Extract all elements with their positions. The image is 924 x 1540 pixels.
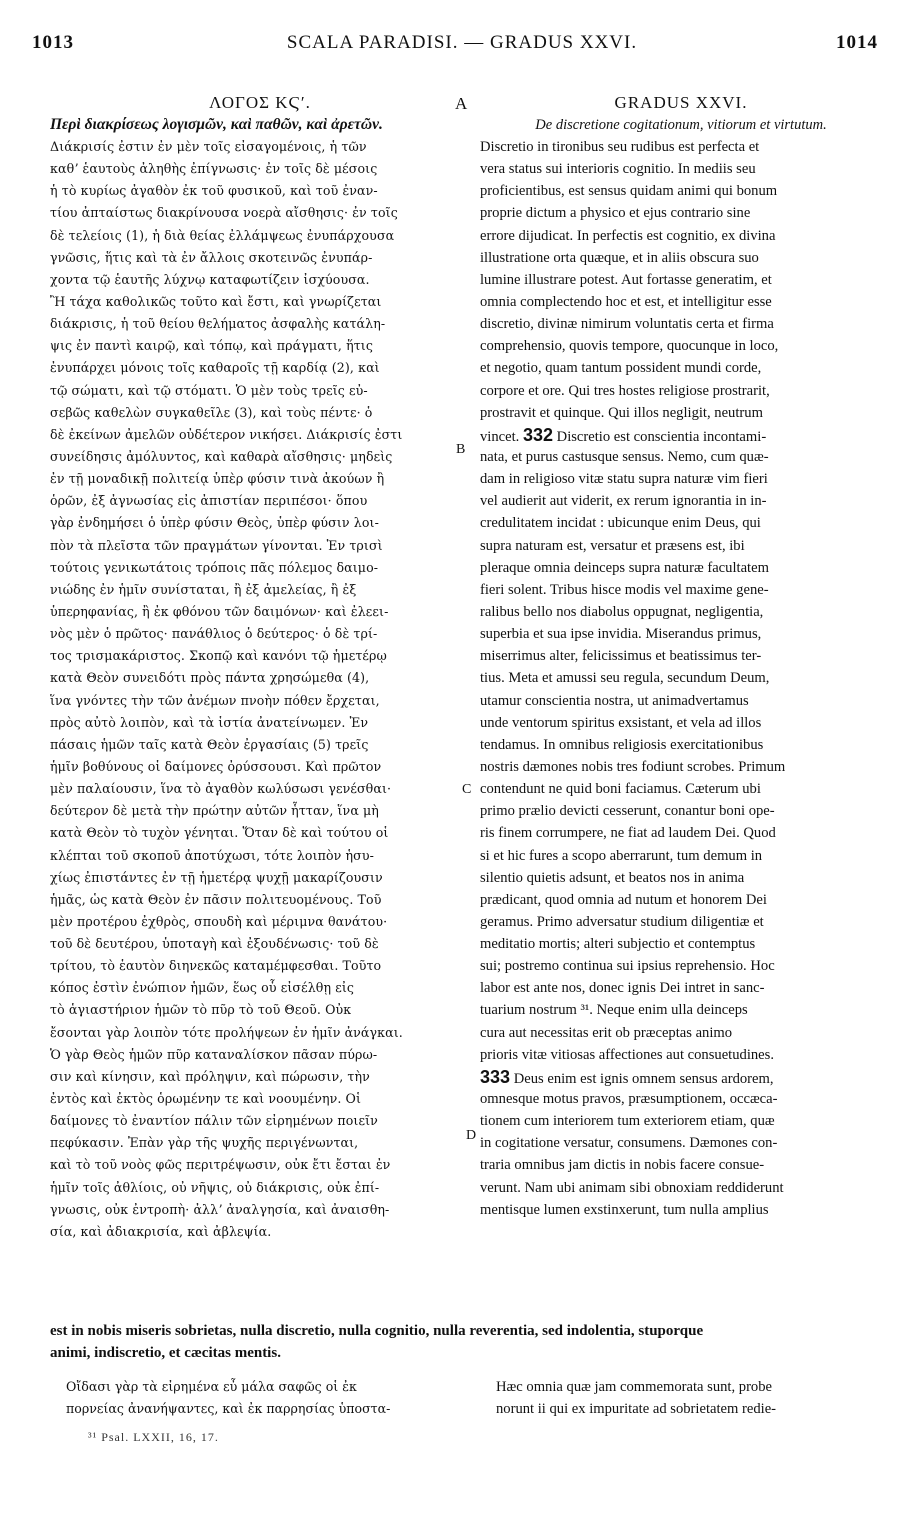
greek-line: ἔσονται γὰρ λοιπὸν τότε προλήψεων ἐν ἡμῖν ἀνάγκαι.	[50, 1024, 403, 1040]
greek-line: ἐν τῇ μοναδικῇ πολιτείᾳ ὑπὲρ φύσιν τινὰ ἀκούων ἢ	[50, 471, 385, 487]
latin-line: proprie dictum a physico et ejus contrario sine	[480, 205, 751, 222]
latin-line: credulitatem incidat : ubicunque enim Deus, qui	[480, 515, 761, 532]
greek-line: τος τρισμακάριστος. Σκοπῷ καὶ κανόνι τῷ ἡμετέρῳ	[50, 648, 387, 664]
greek-line: χίως ἐπιστάντες ἐν τῇ ἡμετέρᾳ ψυχῇ μακαρίζουσιν	[50, 869, 383, 885]
greek-line: πάσαις ἡμῶν ταῖς κατὰ Θεὸν ἐργασίαις (5) τρεῖς	[50, 736, 369, 752]
latin-text-body	[480, 136, 882, 1221]
latin-line: proficientibus, est sensus quidam animi qui bonum	[480, 183, 778, 200]
greek-line: ἵνα γνόντες τὴν τῶν ἀνέμων πνοὴν πόθεν ἔρχεται,	[50, 692, 380, 708]
latin-line: traria omnibus jam dictis in nobis facere consue-	[480, 1157, 765, 1174]
latin-line: vel audierit aut viderit, ex rerum ignorantia in in-	[480, 493, 767, 510]
latin-line: meditatio mortis; alteri subjectio et contemptus	[480, 936, 756, 953]
greek-line: κατὰ Θεὸν συνειδότι πρὸς πάντα χρησώμεθα (4),	[50, 670, 370, 686]
margin-letter-a: A	[455, 94, 468, 113]
greek-tail-line: Οἴδασι γὰρ τὰ εἰρημένα εὖ μάλα σαφῶς οἱ ἐκ	[66, 1379, 357, 1394]
latin-line: ris finem corrumpere, ne fiat ad laudem Dei. Quod	[480, 825, 776, 842]
latin-line: cura aut necessitas erit ob præceptas animo	[480, 1024, 733, 1041]
latin-line: discretio, divinæ nimirum voluntatis certa et firma	[480, 316, 774, 333]
greek-line: δεύτερον δὲ μετὰ τὴν πρώτην αὐτῶν ἧτταν, ἵνα μὴ	[50, 803, 379, 819]
latin-chapter-subtitle: De discretione cogitationum, vitiorum et virtutum.	[535, 117, 827, 133]
greek-line: μὲν παλαίουσιν, ἵνα τὸ ἀγαθὸν κωλύσωσι γενέσθαι·	[50, 781, 392, 797]
margin-letter-d: D	[466, 1128, 477, 1143]
greek-line: τίου ἀπταίστως διακρίνουσα νοερὰ αἴσθησις· ἐν τοῖς	[50, 205, 398, 221]
latin-line: utamur conscientia nostra, ut animadvertamus	[480, 692, 749, 709]
greek-column	[50, 92, 470, 1243]
greek-line: καὶ τὸ τοῦ νοὸς φῶς περιτρέψωσιν, οὐκ ἔτι ἔσται ἐν	[50, 1157, 391, 1173]
latin-line: contendunt ne quid boni faciamus. Cæterum ubi	[480, 781, 761, 798]
greek-line: πεφύκασιν. Ἐπὰν γὰρ τῆς ψυχῆς περιγένωνται,	[50, 1135, 359, 1151]
greek-tail-line: πορνείας ἀνανήψαντες, καὶ ἐκ παρρησίας ὑποστα-	[66, 1401, 391, 1416]
greek-line: γνῶσις, ἥτις καὶ τὰ ἐν ἄλλοις σκοτεινῶς ἐνυπάρ-	[50, 249, 373, 265]
latin-line: prostravit et quinque. Qui illos negligit, neutrum	[480, 404, 763, 421]
latin-column	[480, 92, 882, 1221]
greek-line: ψις ἐν παντὶ καιρῷ, καὶ τόπῳ, καὶ πράγματι, ἥτις	[50, 338, 373, 354]
latin-line: corpore et ore. Qui tres hostes religiose prostrarit,	[480, 382, 770, 399]
latin-line: mentisque lumen exstinxerunt, tum nulla amplius	[480, 1201, 769, 1218]
greek-line: τῷ σώματι, καὶ τῷ στόματι. Ὁ μὲν τοὺς τρεῖς εὐ-	[50, 382, 368, 398]
latin-line: tendamus. In omnibus religiosis exercitationibus	[480, 736, 764, 753]
latin-line: prioris vitæ vitiosas affectiones aut consuetudines.	[480, 1046, 774, 1063]
footnote: ³¹ Psal. LXXII, 16, 17.	[88, 1430, 219, 1444]
greek-line: νιώδης ἐν ἡμῖν συνίσταται, ἢ ἐξ ἀμελείας, ἢ ἐξ	[50, 581, 357, 597]
latin-line: Discretio in tironibus seu rudibus est perfecta et	[480, 139, 760, 155]
latin-tail-line: norunt ii qui ex impuritate ad sobrietatem redie-	[496, 1401, 777, 1417]
latin-line: geramus. Primo adversatur studium diligentiæ et	[480, 913, 764, 930]
latin-tail-paragraph	[496, 1376, 886, 1420]
greek-line: ἡμῖν τοῖς ἀθλίοις, οὐ νῆψις, οὐ διάκρισις, οὐκ ἐπί-	[50, 1179, 380, 1195]
greek-line: συνείδησις ἀμόλυντος, καὶ καθαρὰ αἴσθησις· μηδεὶς	[50, 448, 393, 464]
page-number-right: 1014	[836, 32, 878, 53]
latin-chapter-title: GRADUS XXVI.	[614, 93, 748, 112]
greek-line: ἐνυπάρχει μόνοις τοῖς καθαροῖς τῇ καρδίᾳ (2), καὶ	[50, 360, 380, 376]
latin-line: supra naturam est, versatur et præsens est, ibi	[480, 537, 745, 554]
latin-line: lumine illustrare potest. Aut fortasse generatim, et	[480, 271, 772, 288]
greek-line: πὸν τὰ πλεῖστα τῶν πραγμάτων γίνονται. Ἐν τρισὶ	[50, 537, 383, 553]
latin-line: tuarium nostrum ³¹. Neque enim ulla deinceps	[480, 1002, 748, 1019]
latin-line: labor est ante nos, donec ignis Dei intret in sanc-	[480, 980, 765, 997]
greek-line: διάκρισις, ἡ τοῦ θείου θελήματος ἀσφαλὴς κατάλη-	[50, 316, 386, 332]
latin-line: primo prælio devicti cesserunt, conantur boni ope-	[480, 803, 775, 820]
margin-letter-b: B	[456, 442, 466, 457]
latin-line: illustratione orta quæque, et in aliis obscura suo	[480, 249, 759, 266]
latin-line: vincet. 332 Discretio est conscientia incontami-	[480, 424, 767, 445]
running-title: SCALA PARADISI. — GRADUS XXVI.	[286, 32, 638, 53]
greek-tail-paragraph	[66, 1376, 470, 1420]
greek-line: ὁρῶν, ἐξ ἀγνωσίας εἰς ἀπιστίαν περιπέσοι· ὅπου	[50, 493, 368, 509]
latin-line: prædicant, quod omnia ad nutum et honorem Dei	[480, 891, 767, 908]
greek-line: σεβῶς καθελὼν συγκαθεῖλε (3), καὶ τοὺς πέντε· ὁ	[50, 404, 373, 420]
latin-line: silentio quietis adsunt, et beatos nos in anima	[480, 869, 745, 886]
greek-line: κόπος ἐστὶν ἐνώπιον ἡμῶν, ἕως οὗ εἰσέλθῃ εἰς	[50, 980, 355, 996]
latin-line: superbia et sua ipse invidia. Miserandus primus,	[480, 626, 762, 643]
latin-line: omnesque motus pravos, præsumptionem, occæca-	[480, 1091, 778, 1108]
greek-line: δὲ τελείοις (1), ἡ διὰ θείας ἐλλάμψεως ἐνυπάρχουσα	[50, 227, 395, 243]
latin-line: sui; postremo continua sui ipsius reprehensio. Hoc	[480, 958, 775, 975]
greek-line: Ἢ τάχα καθολικῶς τοῦτο καὶ ἔστι, καὶ γνωρίζεται	[50, 293, 382, 309]
latin-line: et negotio, quam tantum possident mundi corde,	[480, 360, 762, 377]
greek-line: Ὁ γὰρ Θεὸς ἡμῶν πῦρ καταναλίσκον πᾶσαν πύρω-	[50, 1046, 378, 1062]
greek-line: σιν καὶ κίνησιν, καὶ πρόληψιν, καὶ πώρωσιν, τὴν	[50, 1068, 370, 1084]
greek-line: γνωσις, οὐκ ἐντροπὴ· ἀλλʼ ἀναλγησία, καὶ ἀναισθη-	[50, 1201, 390, 1217]
latin-line: tius. Meta et amussi seu regula, secundum Deum,	[480, 670, 770, 687]
latin-line: ralibus bello nos diabolus oppugnat, negligentia,	[480, 603, 764, 620]
greek-line: νὸς μὲν ὁ πρῶτος· πανάθλιος ὁ δεύτερος· ὁ δὲ τρί-	[50, 626, 378, 642]
greek-line: γὰρ ἐνδημήσει ὁ ὑπὲρ φύσιν Θεὸς, ὑπὲρ φύσιν λοι-	[50, 515, 379, 531]
greek-line: σία, καὶ ἀδιακρισία, καὶ ἀβλεψία.	[50, 1223, 272, 1239]
greek-line: ἡμῖν βοθύνους οἱ δαίμονες ὀρύσσουσι. Καὶ πρῶτον	[50, 758, 382, 774]
paragraph-number: 333	[480, 1066, 511, 1087]
greek-line: χοντα τῷ ἑαυτῆς λύχνῳ καταφωτίζειν ἰσχύουσα.	[50, 271, 370, 287]
greek-line: τούτοις γενικωτάτοις τρόποις πᾶς πόλεμος δαιμο-	[50, 559, 379, 575]
latin-line: pleraque omnia deinceps supra naturæ facultatem	[480, 559, 769, 576]
margin-letter-c: C	[462, 782, 472, 797]
latin-line: omnia complectendo hoc et est, et intelligitur esse	[480, 293, 772, 310]
greek-line: τὸ ἁγιαστήριον ἡμῶν τὸ πῦρ τὸ τοῦ Θεοῦ. Οὐκ	[50, 1002, 352, 1018]
latin-line: si et hic fures a scopo aberrarunt, tum demum in	[480, 847, 763, 864]
latin-line: errore dijudicat. In perfectis est cognitio, ex divina	[480, 227, 776, 244]
latin-line: nata, et purus castusque sensus. Nemo, cum quæ-	[480, 448, 769, 465]
greek-line: ἡ τὸ κυρίως ἀγαθὸν ἐκ τοῦ φυσικοῦ, καὶ τοῦ ἐναν-	[50, 183, 378, 199]
greek-line: δὲ ἐκείνων ἀμελῶν οὐδέτερον νικήσει. Διάκρισίς ἐστι	[50, 426, 403, 442]
paragraph-number: 332	[522, 424, 554, 445]
latin-line: unde ventorum spiritus exsistant, et vela ad illos	[480, 714, 762, 731]
greek-line: δαίμονες τὸ ἐναντίον πάλιν τῶν εἰρημένων ποιεῖν	[50, 1113, 378, 1129]
bridge-line-2: animi, indiscretio, et cæcitas mentis.	[50, 1345, 281, 1361]
latin-line: miserrimus alter, felicissimus et beatissimus ter-	[480, 648, 762, 665]
greek-line: ἡμᾶς, ὡς κατὰ Θεὸν ἐν πᾶσιν πολιτευομένους. Τοῦ	[50, 891, 382, 907]
latin-line: tionem cum interiorem tum exteriorem etiam, quæ	[480, 1113, 775, 1130]
latin-line: dam in religioso vitæ statu supra naturæ vim fieri	[480, 471, 768, 488]
greek-line: κλέπται τοῦ σκοποῦ ἀποτύχωσι, τότε λοιπὸν ἡσυ-	[50, 847, 374, 863]
greek-line: τοῦ δὲ δευτέρου, ὑποταγὴ καὶ ἐξουδένωσις· τοῦ δὲ	[50, 936, 379, 952]
page-header	[0, 32, 924, 66]
latin-line: in cogitatione versatur, consumens. Dæmones con-	[480, 1135, 778, 1152]
greek-line: Διάκρισίς ἐστιν ἐν μὲν τοῖς εἰσαγομένοις, ἡ τῶν	[50, 139, 367, 154]
greek-line: τρίτου, τὸ ἑαυτὸν διηνεκῶς καταμέμφεσθαι. Τοῦτο	[50, 958, 382, 974]
greek-line: κατὰ Θεὸν τὸ τυχὸν γένηται. Ὅταν δὲ καὶ τούτου οἱ	[50, 825, 389, 841]
page-number-left: 1013	[32, 32, 74, 53]
greek-line: ἐντὸς καὶ ἐκτὸς ὁρωμένην τε καὶ νοουμένην. Οἱ	[50, 1091, 362, 1107]
latin-line: verunt. Nam ubi animam sibi obnoxiam reddiderunt	[480, 1179, 784, 1196]
bridge-line-1: est in nobis miseris sobrietas, nulla discretio, nulla cognitio, nulla reverentia, sed indolentia, stuporque	[50, 1323, 704, 1339]
greek-chapter-title: ΛΟΓΟΣ ΚϚʹ.	[209, 93, 311, 112]
latin-line: vera status sui interioris cognitio. In mediis seu	[480, 161, 756, 178]
greek-line: καθʼ ἑαυτοὺς ἀληθὴς ἐπίγνωσις· ἐν τοῖς δὲ μέσοις	[50, 161, 378, 177]
latin-line: nostris dæmones nobis tres fodiunt scrobes. Primum	[480, 758, 786, 775]
greek-chapter-subtitle: Περὶ διακρίσεως λογισμῶν, καὶ παθῶν, καὶ ἀρετῶν.	[50, 116, 383, 133]
greek-line: μὲν προτέρου ἐχθρὸς, σπουδὴ καὶ μέριμνα θανάτου·	[50, 913, 388, 929]
latin-line: comprehensio, quovis tempore, quocunque in loco,	[480, 338, 779, 355]
greek-text-body	[50, 136, 470, 1243]
greek-line: πρὸς αὐτὸ λοιπὸν, καὶ τὰ ἱστία ἀνατείνωμεν. Ἐν	[50, 714, 369, 730]
latin-line: 333 Deus enim est ignis omnem sensus ardorem,	[480, 1066, 774, 1087]
greek-line: ὑπερηφανίας, ἢ ἐκ φθόνου τῶν δαιμόνων· καὶ ἐλεει-	[50, 603, 389, 619]
latin-line: fieri solent. Tribus hisce modis vel maxime gene-	[480, 581, 769, 598]
latin-tail-line: Hæc omnia quæ jam commemorata sunt, probe	[496, 1379, 773, 1395]
